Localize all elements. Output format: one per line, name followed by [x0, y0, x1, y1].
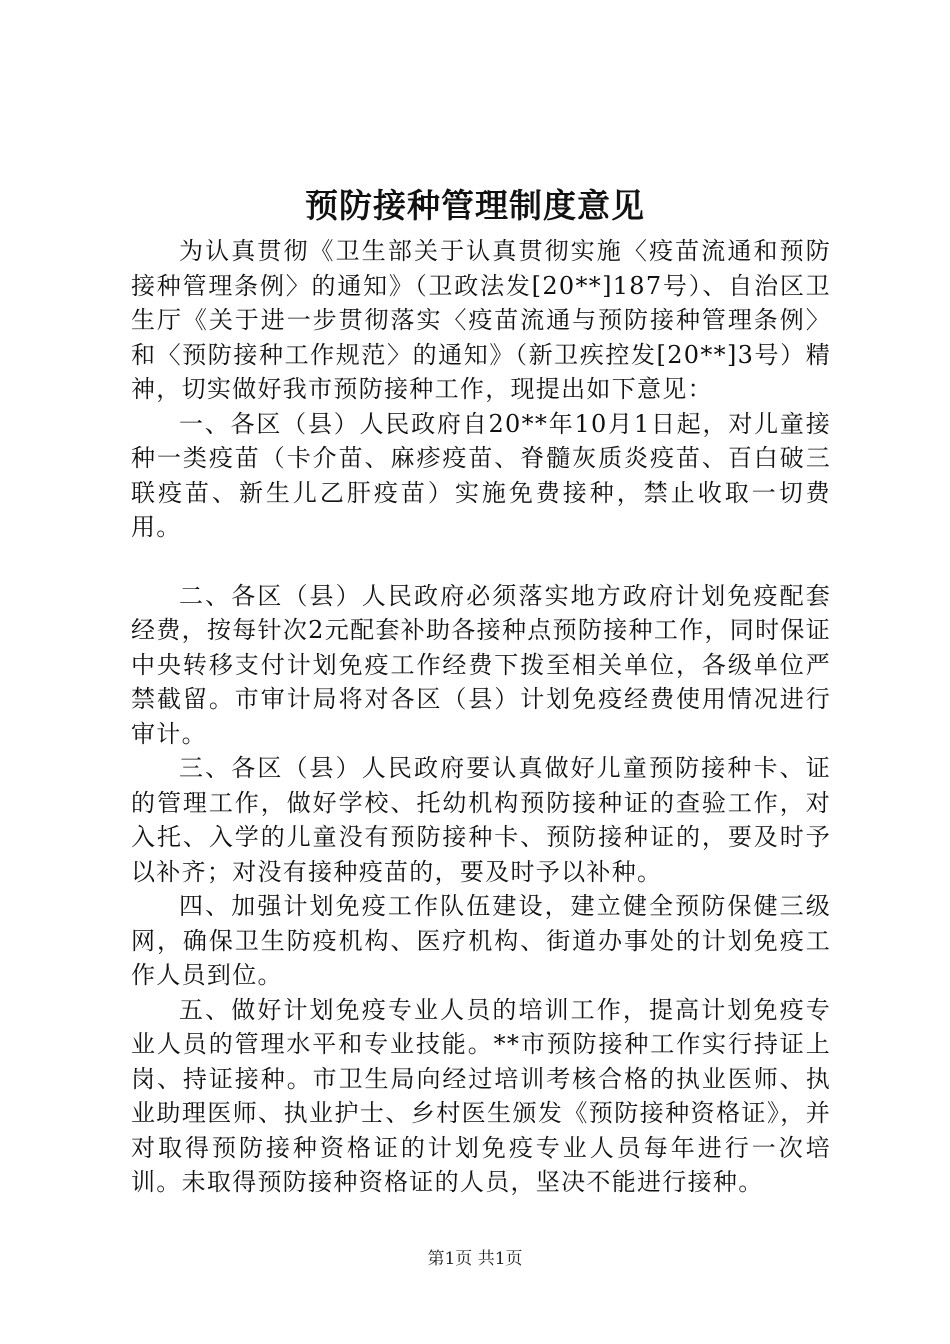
paragraph-item-1: 一、各区（县）人民政府自20**年10月1日起，对儿童接种一类疫苗（卡介苗、麻疹疫苗、脊髓灰质炎疫苗、百白破三联疫苗、新生儿乙肝疫苗）实施免费接种，禁止收取一切费用。: [131, 409, 831, 541]
document-title: 预防接种管理制度意见: [305, 186, 645, 225]
paragraph-item-2: 二、各区（县）人民政府必须落实地方政府计划免疫配套经费，按每针次2元配套补助各接种点预防接种工作，同时保证中央转移支付计划免疫工作经费下拨至相关单位，各级单位严禁截留。市审计局将对各区（县）计划免疫经费使用情况进行审计。: [131, 581, 831, 748]
paragraph-intro: 为认真贯彻《卫生部关于认真贯彻实施〈疫苗流通和预防接种管理条例〉的通知》（卫政法发[20**]187号）、自治区卫生厅《关于进一步贯彻落实〈疫苗流通与预防接种管理条例〉和〈预防接种工作规范〉的通知》（新卫疾控发[20**]3号）精神，切实做好我市预防接种工作，现提出如下意见：: [131, 237, 831, 403]
paragraph-item-4: 四、加强计划免疫工作队伍建设，建立健全预防保健三级网，确保卫生防疫机构、医疗机构、街道办事处的计划免疫工作人员到位。: [131, 892, 831, 989]
paragraph-item-3: 三、各区（县）人民政府要认真做好儿童预防接种卡、证的管理工作，做好学校、托幼机构预防接种证的查验工作，对入托、入学的儿童没有预防接种卡、预防接种证的，要及时予以补齐；对没有接种疫苗的，要及时予以补种。: [131, 754, 831, 886]
document-body: [131, 234, 831, 1200]
page-footer: 第1页 共1页: [427, 1249, 523, 1269]
paragraph-item-5: 五、做好计划免疫专业人员的培训工作，提高计划免疫专业人员的管理水平和专业技能。**市预防接种工作实行持证上岗、持证接种。市卫生局向经过培训考核合格的执业医师、执业助理医师、执业护士、乡村医生颁发《预防接种资格证》，并对取得预防接种资格证的计划免疫专业人员每年进行一次培训。未取得预防接种资格证的人员，坚决不能进行接种。: [131, 995, 831, 1196]
